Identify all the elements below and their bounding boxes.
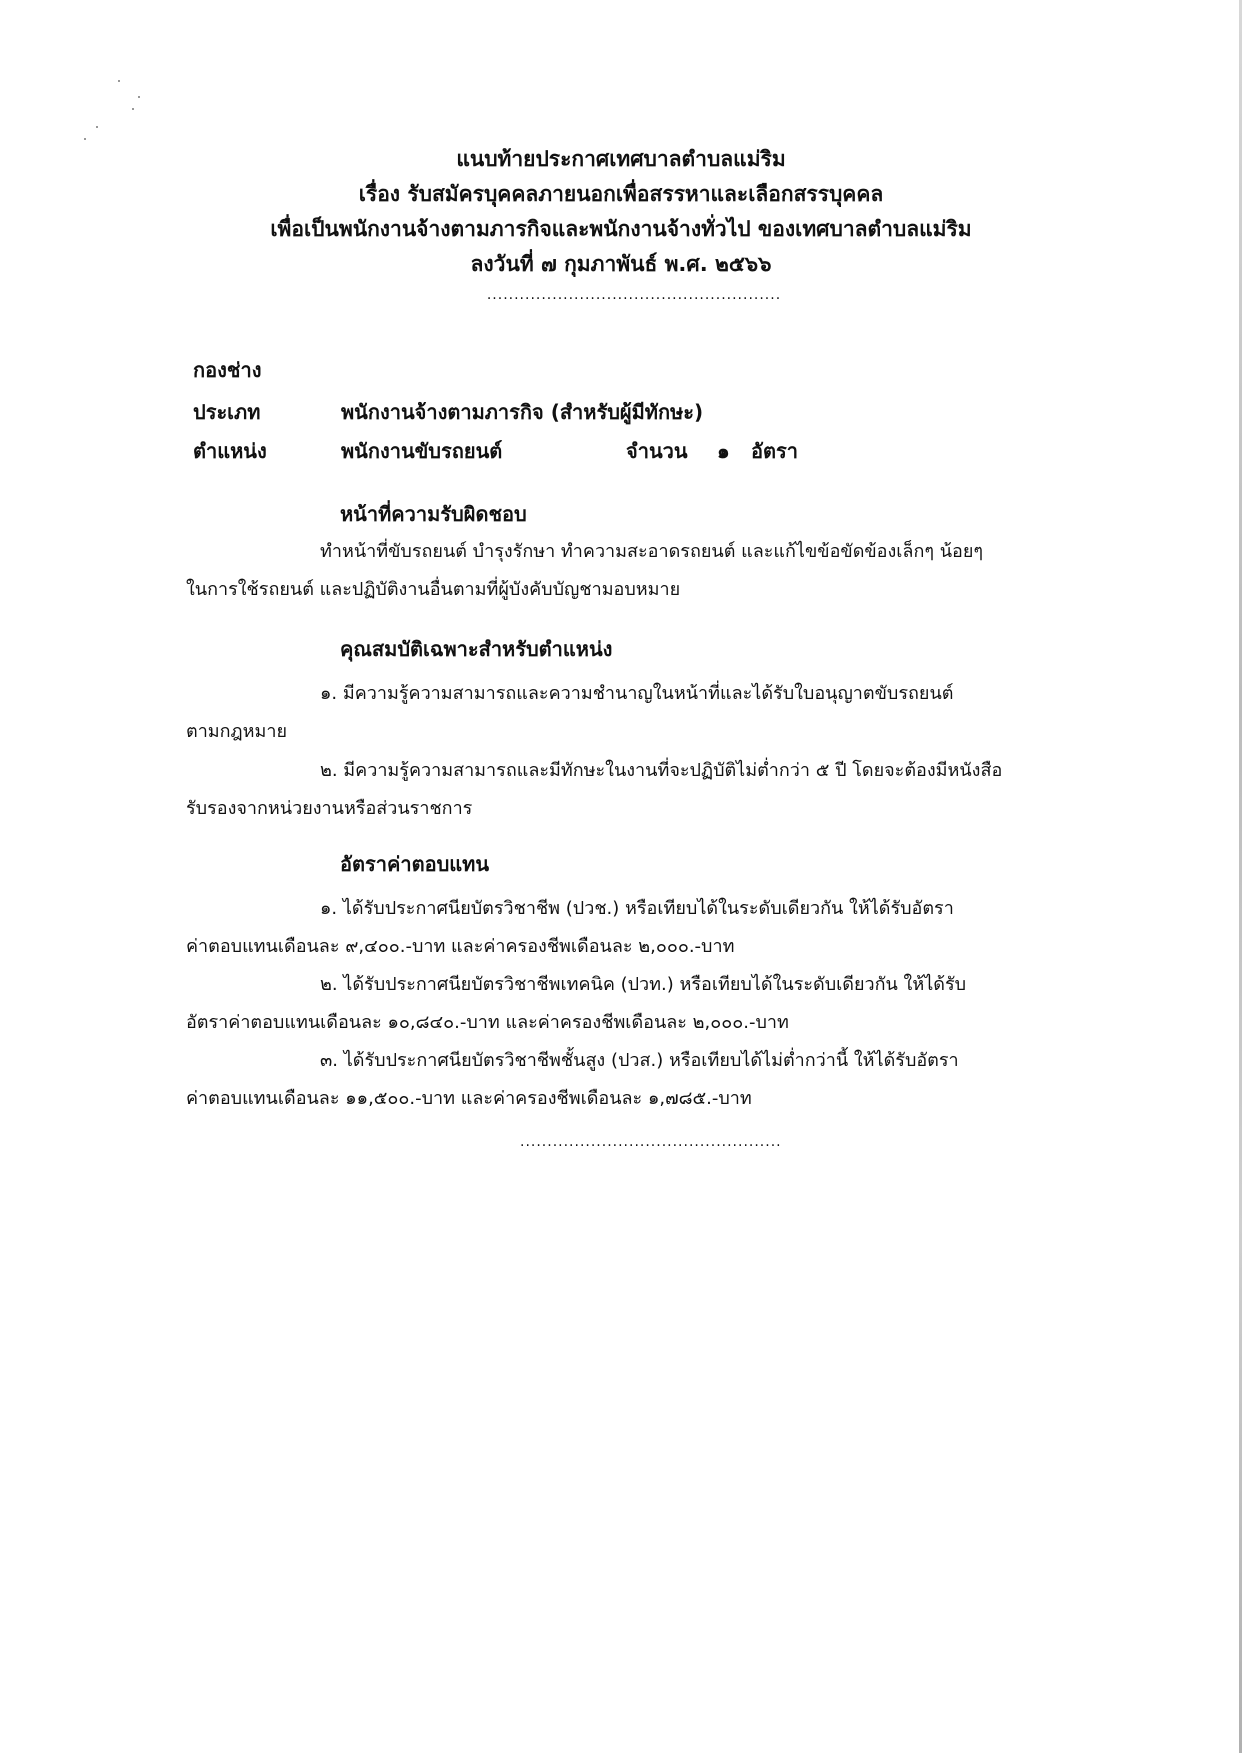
header-separator: ...................................................... [486, 287, 782, 303]
footer-separator: ................................................ [520, 1134, 782, 1150]
type-label: ประเภท [193, 400, 261, 424]
scan-speck [132, 108, 134, 110]
position-value: พนักงานขับรถยนต์ [341, 439, 503, 463]
header-purpose: เพื่อเป็นพนักงานจ้างตามภารกิจและพนักงานจ้างทั่วไป ของเทศบาลตำบลแม่ริม [270, 217, 972, 241]
duties-heading: หน้าที่ความรับผิดชอบ [340, 502, 527, 526]
duties-paragraph [186, 533, 1126, 609]
qualification-2-line-1: ๒. มีความรู้ความสามารถและมีทักษะในงานที่จะปฏิบัติไม่ต่ำกว่า ๕ ปี โดยจะต้องมีหนังสือ [320, 760, 1003, 781]
scan-speck [118, 80, 120, 82]
compensation-2-line-1: ๒. ได้รับประกาศนียบัตรวิชาชีพเทคนิค (ปวท.) หรือเทียบได้ในระดับเดียวกัน ให้ได้รับ [320, 974, 967, 995]
compensation-3-line-2: ค่าตอบแทนเดือนละ ๑๑,๕๐๐.-บาท และค่าครองชีพเดือนละ ๑,๗๘๕.-บาท [186, 1088, 752, 1109]
compensation-item [186, 966, 1126, 1042]
scan-speck [84, 138, 86, 140]
duties-line-1: ทำหน้าที่ขับรถยนต์ บำรุงรักษา ทำความสะอาดรถยนต์ และแก้ไขข้อขัดข้องเล็กๆ น้อยๆ [320, 541, 984, 562]
qualification-item [186, 752, 1126, 828]
duties-line-2: ในการใช้รถยนต์ และปฏิบัติงานอื่นตามที่ผู้บังคับบัญชามอบหมาย [186, 579, 681, 600]
qualifications-heading: คุณสมบัติเฉพาะสำหรับตำแหน่ง [340, 637, 613, 661]
compensation-heading: อัตราค่าตอบแทน [340, 852, 490, 876]
qualification-1-line-2: ตามกฎหมาย [186, 721, 288, 742]
compensation-2-line-2: อัตราค่าตอบแทนเดือนละ ๑๐,๘๔๐.-บาท และค่าครองชีพเดือนละ ๒,๐๐๐.-บาท [186, 1012, 789, 1033]
header-date: ลงวันที่ ๗ กุมภาพันธ์ พ.ศ. ๒๕๖๖ [470, 252, 772, 276]
compensation-item [186, 1042, 1126, 1118]
qualification-item [186, 675, 1126, 751]
position-label: ตำแหน่ง [193, 439, 267, 463]
count-value: ๑ [717, 439, 730, 463]
document-header [0, 142, 1242, 306]
compensation-1-line-2: ค่าตอบแทนเดือนละ ๙,๔๐๐.-บาท และค่าครองชีพเดือนละ ๒,๐๐๐.-บาท [186, 936, 735, 957]
header-title: แนบท้ายประกาศเทศบาลตำบลแม่ริม [456, 147, 786, 171]
scan-speck [96, 126, 98, 128]
compensation-3-line-1: ๓. ได้รับประกาศนียบัตรวิชาชีพชั้นสูง (ปวส.) หรือเทียบได้ไม่ต่ำกว่านี้ ให้ได้รับอัตรา [320, 1050, 959, 1071]
count-label: จำนวน [626, 439, 688, 463]
division-label: กองช่าง [193, 358, 262, 382]
compensation-1-line-1: ๑. ได้รับประกาศนียบัตรวิชาชีพ (ปวช.) หรือเทียบได้ในระดับเดียวกัน ให้ได้รับอัตรา [320, 898, 954, 919]
count-unit: อัตรา [751, 439, 798, 463]
type-value: พนักงานจ้างตามภารกิจ (สำหรับผู้มีทักษะ) [341, 400, 704, 424]
qualification-2-line-2: รับรองจากหน่วยงานหรือส่วนราชการ [186, 798, 473, 819]
header-subject: เรื่อง รับสมัครบุคคลภายนอกเพื่อสรรหาและเลือกสรรบุคคล [358, 182, 884, 206]
compensation-item [186, 890, 1126, 966]
scan-speck [138, 96, 140, 98]
qualification-1-line-1: ๑. มีความรู้ความสามารถและความชำนาญในหน้าที่และได้รับใบอนุญาตขับรถยนต์ [320, 683, 954, 704]
